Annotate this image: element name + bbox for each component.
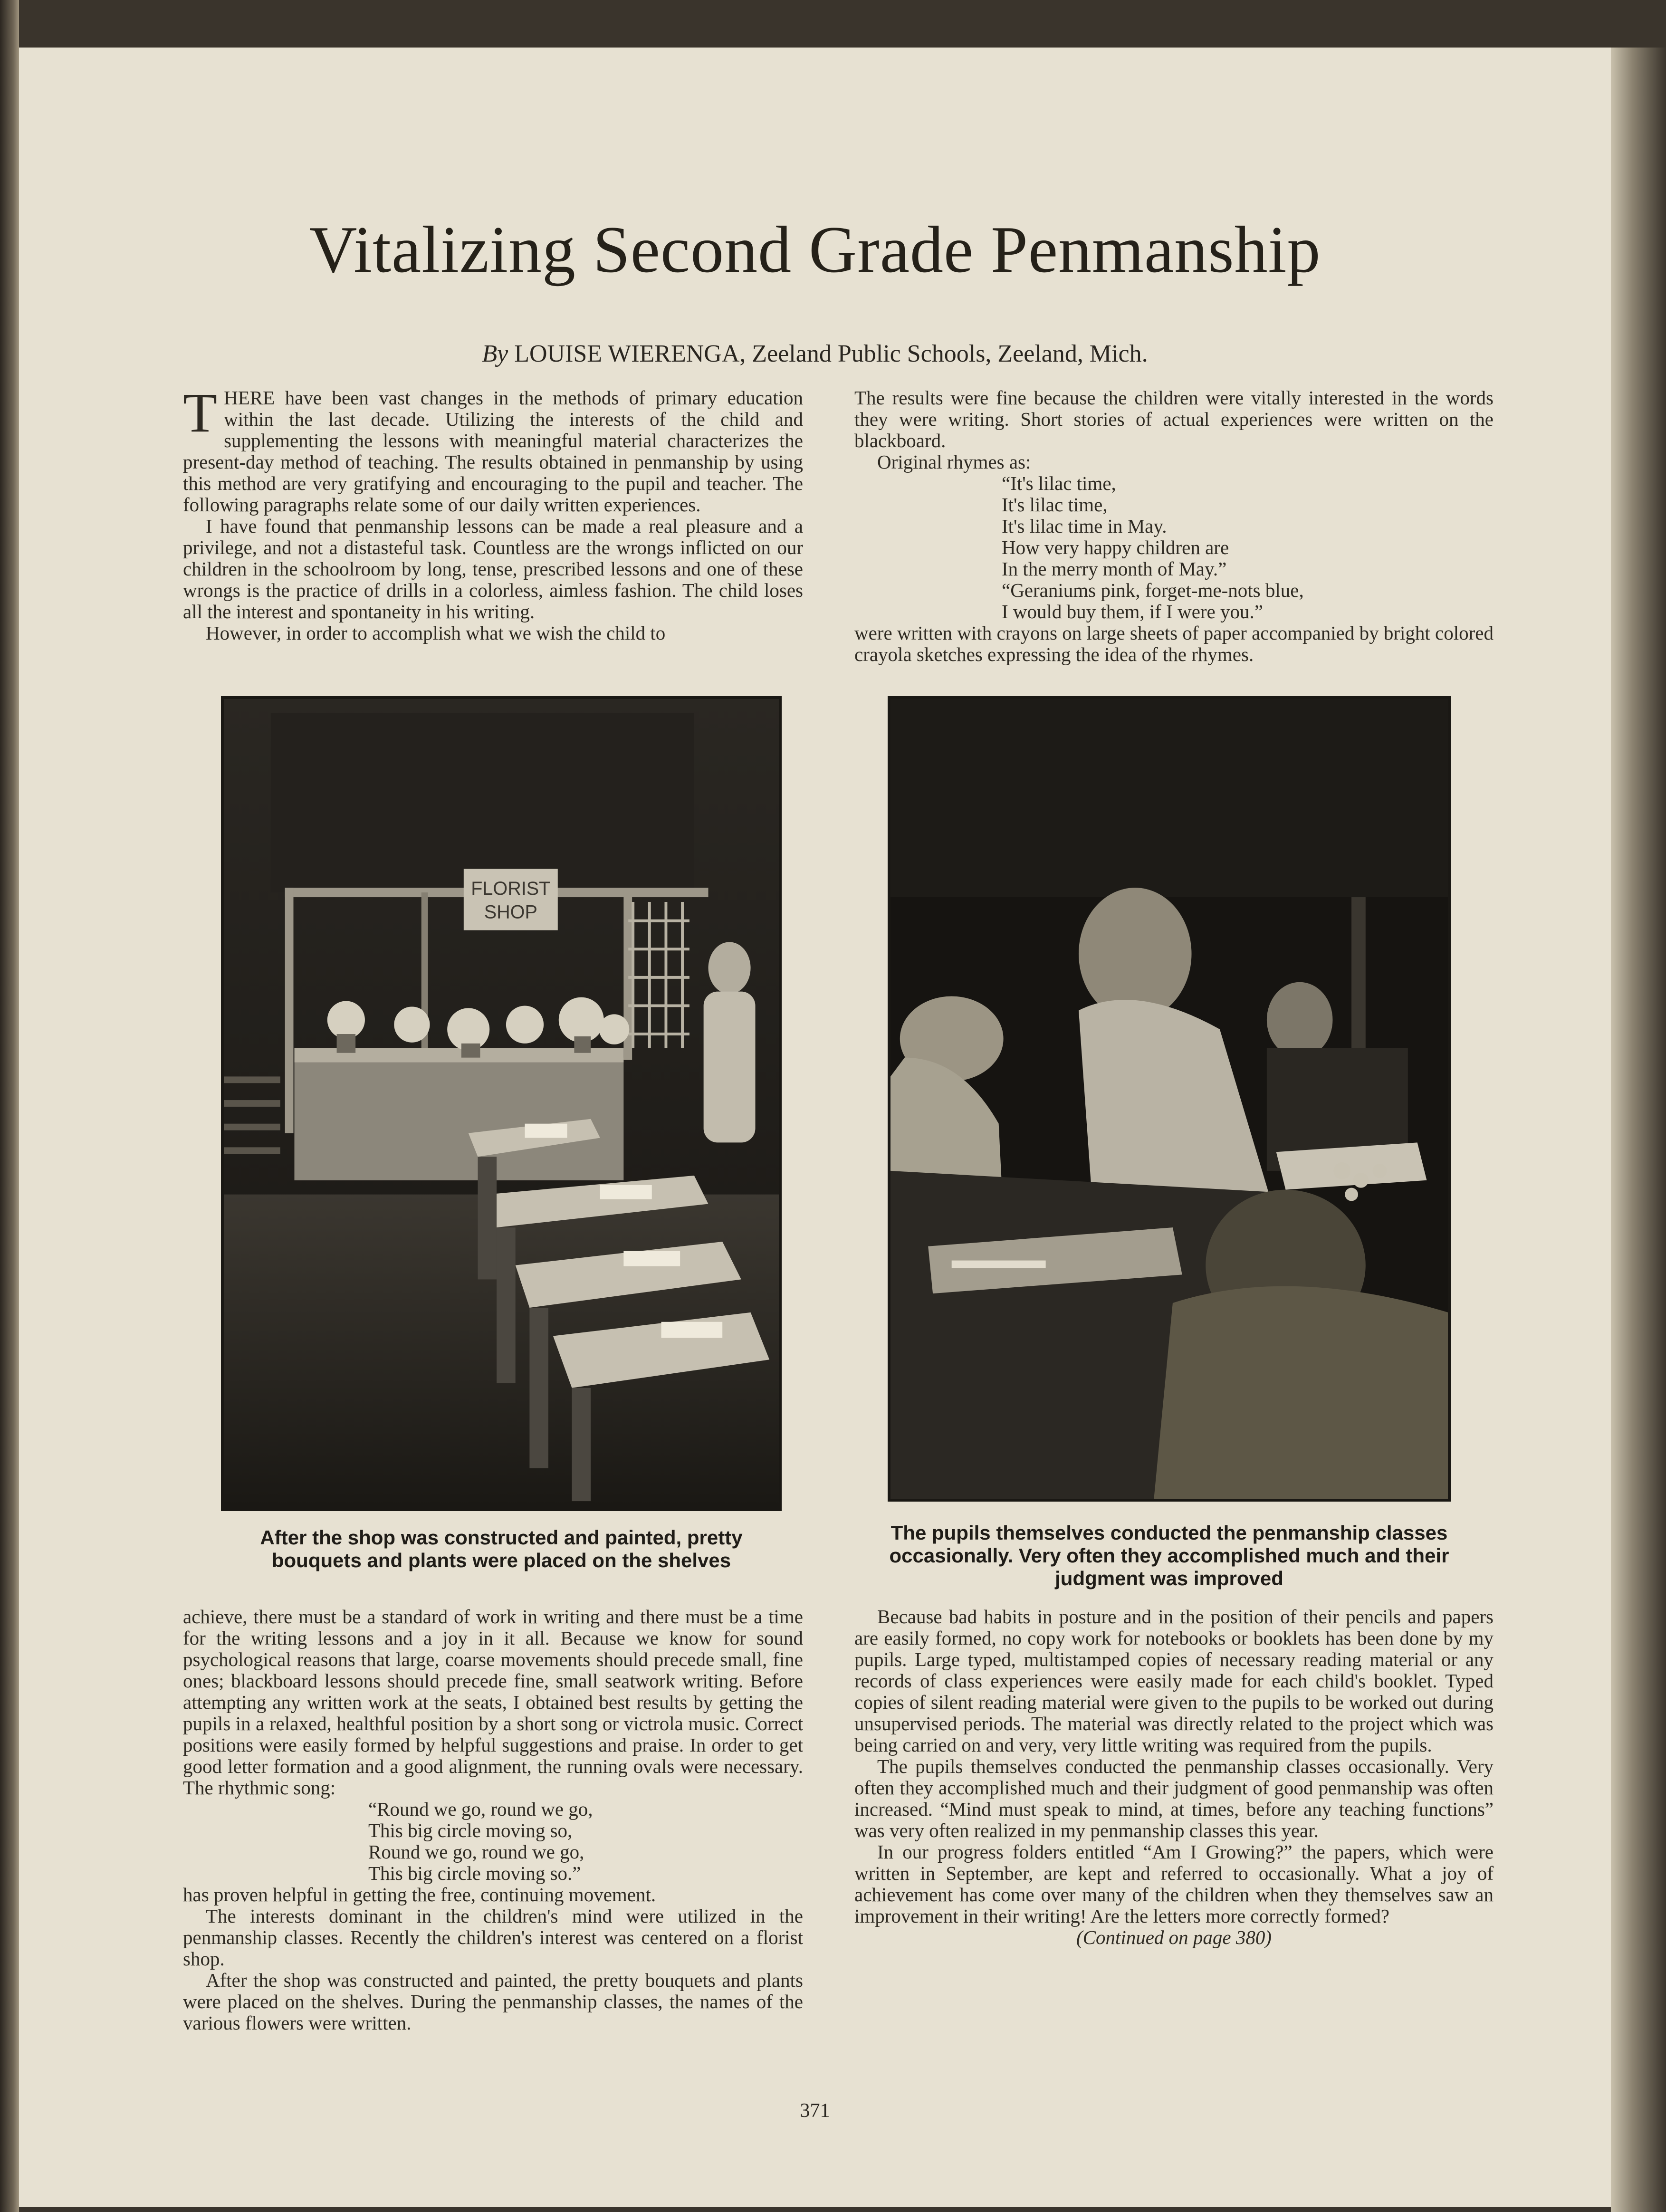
paragraph: I have found that penmanship lessons can be made a real pleasure and a privilege, and not a distasteful task. Countless are the wrongs inflicted on our children in the schoolroom by long, tense, prescribed lessons and one of these wrongs is the practice of drills in a colorless, aimless fashion. The child loses all the interest and spontaneity in his writing. <box>183 515 803 622</box>
poem-line: It's lilac time in May. <box>1002 515 1167 537</box>
continued-text: (Continued on page 380) <box>1076 1926 1272 1948</box>
left-photo-caption: After the shop was constructed and painted, pretty bouquets and plants were placed on the shelves <box>260 1526 743 1571</box>
paragraph: Original rhymes as: <box>877 451 1031 473</box>
poem-line: In the merry month of May.” <box>1002 558 1227 580</box>
continued-note <box>854 1927 1494 1948</box>
florist-shop-photo <box>221 696 782 1511</box>
pupils-photo <box>888 696 1451 1502</box>
poem-line: How very happy children are <box>1002 536 1229 558</box>
sign-text-line2: SHOP <box>484 901 537 923</box>
poem-line: “Geraniums pink, forget-me-nots blue, <box>1002 579 1304 601</box>
magazine-page <box>19 48 1611 2207</box>
paragraph: However, in order to accomplish what we wish the child to <box>206 622 666 644</box>
poem-line: This big circle moving so.” <box>368 1862 581 1884</box>
right-column-top <box>854 387 1494 665</box>
paragraph: After the shop was constructed and painted, the pretty bouquets and plants were placed on the shelves. During the penmanship classes, the names of the various flowers were written. <box>183 1969 803 2034</box>
paragraph: The pupils themselves conducted the penmanship classes occasionally. Very often they accomplished much and their judgment of good penmanship was often increased. “Mind must speak to mind, at times, before any teaching functions” was very often realized in my penmanship classes this year. <box>854 1755 1494 1841</box>
sign-text-line1: FLORIST <box>471 878 551 900</box>
paragraph: were written with crayons on large sheets of paper accompanied by bright colored crayola sketches expressing the idea of the rhymes. <box>854 622 1494 665</box>
poem-line: I would buy them, if I were you.” <box>1002 601 1263 622</box>
paragraph: achieve, there must be a standard of work in writing and there must be a time for the writing lessons and a joy in it all. Because we know for sound psychological reasons that large, coarse movements should precede small, fine ones; blackboard lessons should precede fine, small seatwork writing. Before attempting any written work at the seats, I obtained best results by getting the pupils in a relaxed, healthful position by a short song or victrola music. Correct positions were easily formed by helpful suggestions and praise. In order to get good letter formation and a good alignment, the running ovals were necessary. The rhythmic song: <box>183 1606 803 1799</box>
right-photo-caption: The pupils themselves conducted the penmanship classes occasionally. Very often they accomplished much and their judgment was improved <box>889 1522 1449 1590</box>
paragraph: In our progress folders entitled “Am I Growing?” the papers, which were written in September, are kept and referred to occasionally. What a joy of achievement has come over many of the children when they themselves saw an improvement in their writing! Are the letters more correctly formed? <box>854 1841 1494 1927</box>
poem-line: “Round we go, round we go, <box>368 1798 593 1820</box>
paragraph: has proven helpful in getting the free, continuing movement. <box>183 1884 656 1906</box>
page-edge <box>1611 48 1666 2212</box>
page-number: 371 <box>800 2100 830 2122</box>
right-column-bottom <box>854 1606 1494 1948</box>
poem-line: This big circle moving so, <box>368 1819 573 1841</box>
byline <box>19 340 1611 368</box>
round-we-go-poem <box>183 1799 803 1884</box>
book-spine <box>0 0 19 2212</box>
lilac-poem <box>854 473 1494 622</box>
article-title: Vitalizing Second Grade Penmanship <box>309 213 1321 287</box>
paragraph: The results were fine because the children were vitally interested in the words they were writing. Short stories of actual experiences were written on the blackboard. <box>854 387 1494 451</box>
drop-cap: T <box>183 382 218 444</box>
pupils-image <box>890 699 1448 1499</box>
intro-paragraph <box>183 382 803 516</box>
poem-line: Round we go, round we go, <box>368 1841 584 1863</box>
byline-by: By <box>482 340 508 367</box>
poem-line: It's lilac time, <box>1002 494 1108 516</box>
left-column-top <box>183 382 803 644</box>
paragraph: The interests dominant in the children's mind were utilized in the penmanship classes. Recently the children's interest was centered on a florist shop. <box>183 1905 803 1970</box>
florist-shop-image <box>224 699 779 1508</box>
intro-text: HERE have been vast changes in the methods of primary education within the last decade. Utilizing the interests of the child and supplementing the lessons with meaningful material characterizes the present-day method of teaching. The results obtained in penmanship by using this method are very gratifying and encouraging to the pupil and teacher. The following paragraphs relate some of our daily written experiences. <box>183 387 803 516</box>
poem-line: “It's lilac time, <box>1002 472 1116 494</box>
byline-author: LOUISE WIERENGA, Zeeland Public Schools, Zeeland, Mich. <box>514 340 1148 367</box>
left-column-bottom <box>183 1606 803 2034</box>
paragraph: Because bad habits in posture and in the position of their pencils and papers are easily formed, no copy work for notebooks or booklets has been done by my pupils. Large typed, multistamped copies of necessary reading material or any records of class experiences were easily made for each child's booklet. Typed copies of silent reading material were given to the pupils to be worked out during unsupervised periods. The material was directly related to the project which was being carried on and very, very little writing was required from the pupils. <box>854 1606 1494 1756</box>
